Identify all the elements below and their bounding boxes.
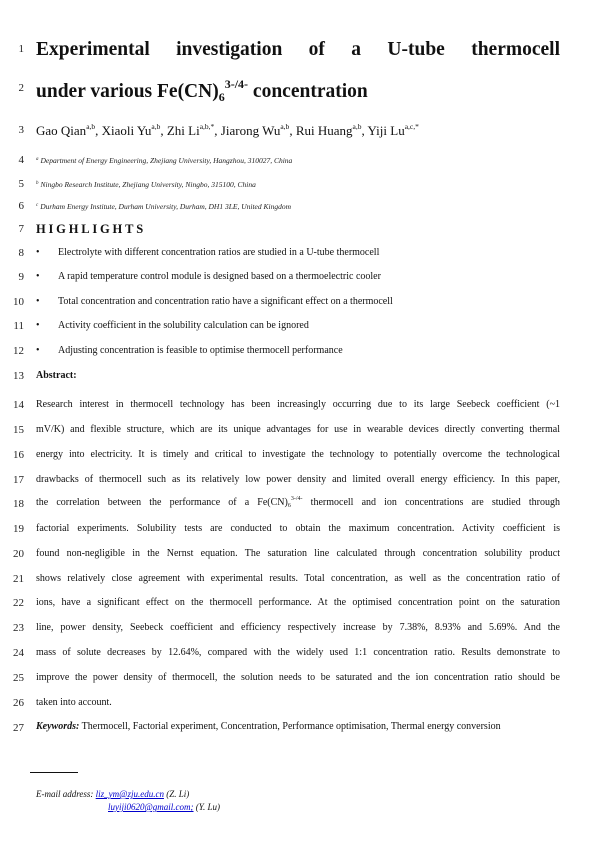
line-number: 24 <box>13 647 24 659</box>
author-name: Zhi Li <box>166 123 200 138</box>
title-text: under various Fe(CN) <box>36 81 219 102</box>
line-number: 26 <box>13 697 24 709</box>
abstract-line: Research interest in thermocell technology has been increasingly occurring due to its large Seebeck coefficient (~1 <box>36 399 560 410</box>
keywords-label: Keywords: <box>36 721 80 732</box>
abstract-line: energy into electricity. It is timely and critical to investigate the technology to potentially overcome the technological <box>36 449 560 460</box>
bullet-icon: • <box>36 320 40 331</box>
author-name: Xiaoli Yu <box>101 123 152 138</box>
author-affil-mark: a,b <box>280 122 290 131</box>
line-number: 14 <box>13 399 24 411</box>
line-number: 16 <box>13 449 24 461</box>
abstract-line: drawbacks of thermocell such as its relatively low power density and limited overall energy efficiency. In this paper, <box>36 474 560 485</box>
abstract-line: mass of solute decreases by 12.64%, compared with the widely used 1:1 concentration ratio. Results demonstrate to <box>36 647 560 658</box>
bullet-icon: • <box>36 296 40 307</box>
author-affil-mark: a,b <box>352 122 362 131</box>
abstract-line: ions, have a significant effect on the thermocell performance. At the optimised concentration point on the saturation <box>36 597 560 608</box>
highlight-item: • A rapid temperature control module is designed based on a thermoelectric cooler <box>36 271 381 282</box>
line-number: 8 <box>18 247 24 259</box>
abstract-heading: Abstract: <box>36 370 77 381</box>
line-number: 1 <box>18 43 24 55</box>
line-number: 20 <box>13 548 24 560</box>
author-affil-mark: a,b,* <box>199 122 215 131</box>
title-superscript: 3-/4- <box>224 77 249 91</box>
line-number: 27 <box>13 722 24 734</box>
line-number: 3 <box>18 124 24 136</box>
email-label: E-mail address: <box>36 789 94 799</box>
abstract-line: improve the power density of thermocell, the solution needs to be saturated and the ion concentration ratio should be <box>36 672 560 683</box>
abstract-line: mV/K) and flexible structure, which are its unique advantages for use in wearable devices directly converting thermal <box>36 424 560 435</box>
line-number: 17 <box>13 474 24 486</box>
email-link[interactable]: luyiji0620@gmail.com; <box>108 802 194 812</box>
line-number: 9 <box>18 271 24 283</box>
line-number: 5 <box>18 178 24 190</box>
abstract-line: the correlation between the performance of a $Fe(CN)_6^{3-/4-}$ thermocell and ion concentrations are studied through <box>36 496 560 509</box>
author-name: Gao Qian <box>36 123 87 138</box>
email-link[interactable]: liz_ym@zju.edu.cn <box>95 789 164 799</box>
highlight-item: • Electrolyte with different concentration ratios are studied in a U-tube thermocell <box>36 247 380 258</box>
highlights-heading: HIGHLIGHTS <box>36 222 146 236</box>
line-number: 18 <box>13 498 24 510</box>
author-name: Rui Huang <box>295 123 353 138</box>
email-footnote: luyiji0620@gmail.com; (Y. Lu) <box>108 802 220 812</box>
line-number: 2 <box>18 82 24 94</box>
email-footnote: E-mail address: liz_ym@zju.edu.cn (Z. Li) <box>36 789 190 799</box>
line-number: 21 <box>13 573 24 585</box>
line-number: 25 <box>13 672 24 684</box>
affiliation: $^a$ Department of Energy Engineering, Zhejiang University, Hangzhou, 310027, China <box>36 156 293 165</box>
author-name: Jiarong Wu <box>220 123 281 138</box>
author-affil-mark: a,c,* <box>404 122 419 131</box>
bullet-icon: • <box>36 271 40 282</box>
keywords-list: Thermocell, Factorial experiment, Concentration, Performance optimisation, Thermal energy conversion <box>79 721 501 732</box>
author-list: Gao Qian$^{a,b}$, Xiaoli Yu$^{a,b}$, Zhi $Li^{a,b,*}$, Jiarong Wu$^{a,b}$, Rui Huang$^{a,b}$, Yiji $Lu^{a,c,*}$ <box>36 122 419 138</box>
line-number: 6 <box>18 200 24 212</box>
bullet-icon: • <box>36 247 40 258</box>
abstract-line: line, power density, Seebeck coefficient and efficiency respectively increase by 7.38%, 8.93% and 5.69%. And the <box>36 622 560 633</box>
affiliation: $^c$ Durham Energy Institute, Durham University, Durham, DH1 3LE, United Kingdom <box>36 202 291 211</box>
line-number: 23 <box>13 622 24 634</box>
line-number: 11 <box>13 320 24 332</box>
line-number: 10 <box>13 296 24 308</box>
affiliation: $^b$ Ningbo Research Institute, Zhejiang University, Ningbo, 315100, China <box>36 180 256 189</box>
line-number: 7 <box>18 223 24 235</box>
abstract-line: shows relatively close agreement with experimental results. Total concentration, as well as the concentration ratio of <box>36 573 560 584</box>
footnote-rule <box>30 772 78 773</box>
abstract-line: found non-negligible in the Nernst equation. The saturation line calculated through concentration solubility product <box>36 548 560 559</box>
line-number: 22 <box>13 597 24 609</box>
abstract-line: taken into account. <box>36 697 112 708</box>
line-number: 4 <box>18 154 24 166</box>
title-subscript: 6 <box>218 90 225 104</box>
keywords <box>36 721 501 732</box>
line-number: 15 <box>13 424 24 436</box>
paper-title-line-1: Experimental investigation of a U-tube thermocell <box>36 39 560 60</box>
highlight-item: • Activity coefficient in the solubility calculation can be ignored <box>36 320 309 331</box>
title-text-end: concentration <box>248 81 368 102</box>
line-number: 12 <box>13 345 24 357</box>
author-affil-mark: a,b <box>86 122 96 131</box>
bullet-icon: • <box>36 345 40 356</box>
highlight-item: • Total concentration and concentration ratio have a significant effect on a thermocell <box>36 296 393 307</box>
line-number: 19 <box>13 523 24 535</box>
paper-title-line-2 <box>36 78 368 103</box>
line-number: 13 <box>13 370 24 382</box>
abstract-line: factorial experiments. Solubility tests are conducted to obtain the maximum concentration. Activity coefficient is <box>36 523 560 534</box>
highlight-item: • Adjusting concentration is feasible to optimise thermocell performance <box>36 345 343 356</box>
author-affil-mark: a,b <box>151 122 161 131</box>
author-name: Yiji Lu <box>367 123 405 138</box>
